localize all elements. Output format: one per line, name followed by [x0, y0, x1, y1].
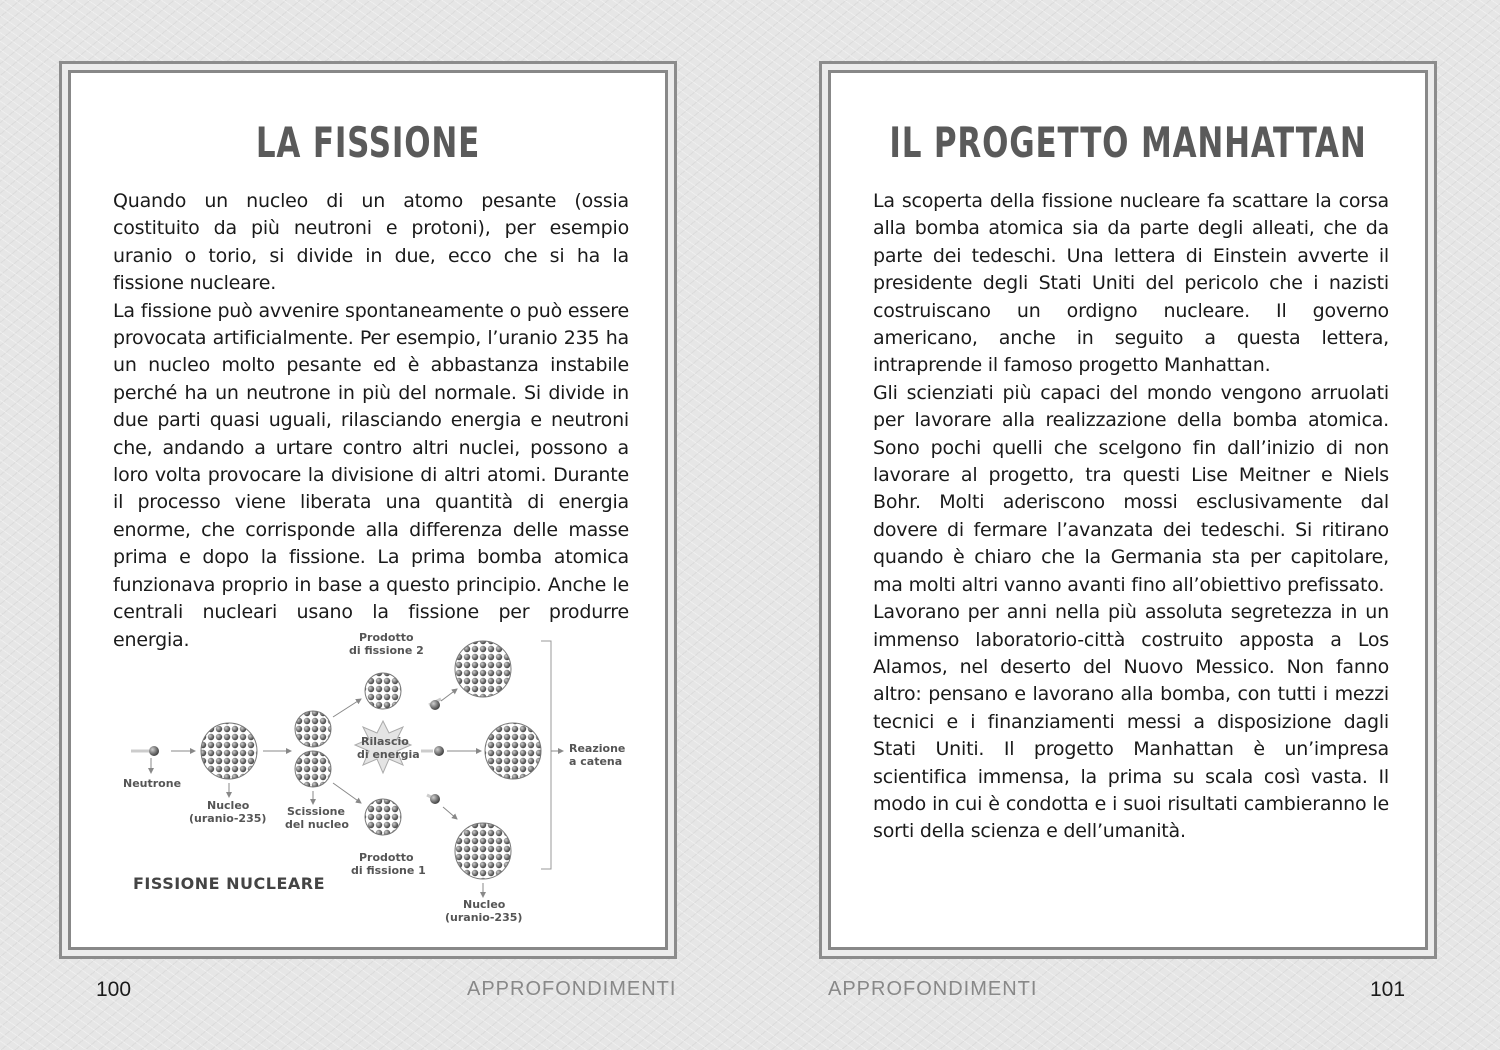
fission-diagram: [111, 621, 631, 941]
body-text-right: [873, 188, 1389, 846]
energy-label-sub: di energia: [357, 748, 420, 761]
body-text-left: [113, 188, 629, 654]
diagram-title: FISSIONE NUCLEARE: [133, 874, 326, 893]
chain-nucleus-middle: [485, 723, 541, 779]
page-number-left: 100: [96, 978, 132, 1001]
paragraph: Lavorano per anni nella più assoluta segretezza in un immenso laboratorio-città costruito apposta a Los Alamos, nel deserto del Nuovo Messico. Non fanno altro: pensano e lavorano alla bomba, con tutti i mezzi tecnici e i finanziamenti messi a disposizione dagli Stati Uniti. Il progetto Manhattan è un’impresa scientifica immensa, la prima su scala così vasta. Il modo in cui è condotta e i suoi risultati cambieranno le sorti della scienza e dell’umanità.: [873, 601, 1389, 843]
section-label-right: APPROFONDIMENTI: [828, 978, 1038, 1000]
product2-label-sub: di fissione 2: [349, 644, 424, 657]
left-page-frame: [68, 70, 668, 950]
bottom-nucleus-label-sub: (uranio-235): [445, 911, 523, 924]
paragraph: Quando un nucleo di un atomo pesante (ossia costituito da più neutroni e protoni), per esempio uranio o torio, si divide in due, ecco che si ha la fissione nucleare.: [113, 190, 629, 295]
energy-label: Rilascio: [361, 735, 409, 748]
page-title-right: IL PROGETTO MANHATTAN: [889, 118, 1367, 167]
neutron-label: Neutrone: [123, 777, 182, 790]
chain-nucleus-top: [455, 641, 511, 697]
chain-nucleus-bottom: [455, 823, 511, 879]
page-title-left: LA FISSIONE: [255, 118, 481, 167]
product1-label: Prodotto: [359, 851, 414, 864]
split-nucleus-bottom: [295, 751, 331, 787]
uranium-nucleus: [201, 723, 257, 779]
right-page-frame: [828, 70, 1428, 950]
split-nucleus-top: [295, 711, 331, 747]
chain-label-sub: a catena: [569, 755, 623, 768]
split-label: Scissione: [287, 805, 345, 818]
paragraph: Gli scienziati più capaci del mondo vengono arruolati per lavorare alla realizzazione della bomba atomica. Sono pochi quelli che scelgono fin dall’inizio di non lavorare al progetto, tra questi Lise Meitner e Niels Bohr. Molti aderiscono mossi esclusivamente dal dovere di fermare l’avanzata dei tedeschi. Si ritirano quando è chiaro che la Germania sta per capitolare, ma molti altri vanno avanti fino all’obiettivo prefissato.: [873, 381, 1389, 596]
fission-product-1: [365, 799, 401, 835]
chain-label: Reazione: [569, 742, 626, 755]
neutron-ball: [149, 746, 159, 756]
page-number-right: 101: [1370, 978, 1406, 1001]
nucleus-label-sub: (uranio-235): [189, 812, 267, 825]
fission-product-2: [365, 673, 401, 709]
product2-label: Prodotto: [359, 631, 414, 644]
paragraph: La fissione può avvenire spontaneamente o può essere provocata artificialmente. Per esempio, l’uranio 235 ha un nucleo molto pesante ed è abbastanza instabile perché ha un neutrone in più del normale. Si divide in due parti quasi uguali, rilasciando energia e neutroni che, andando a urtare contro altri nuclei, possono a loro volta provocare la divisione di altri atomi. Durante il processo viene liberata una quantità di energia enorme, che corrisponde alla differenza delle masse prima e dopo la fissione. La prima bomba atomica funzionava proprio in base a questo principio. Anche le centrali nucleari usano la fissione per produrre energia.: [113, 299, 629, 651]
section-label-left: APPROFONDIMENTI: [467, 978, 677, 1000]
bottom-nucleus-label: Nucleo: [463, 898, 506, 911]
paragraph: La scoperta della fissione nucleare fa scattare la corsa alla bomba atomica sia da parte degli alleati, che da parte dei tedeschi. Una lettera di Einstein avverte il presidente degli Stati Uniti del pericolo che i nazisti costruiscano un ordigno nucleare. Il governo americano, anche in seguito a questa lettera, intraprende il famoso progetto Manhattan.: [873, 190, 1389, 377]
chain-bracket: [541, 641, 551, 869]
nucleus-label: Nucleo: [207, 799, 250, 812]
split-label-sub: del nucleo: [285, 818, 349, 831]
product1-label-sub: di fissione 1: [351, 864, 426, 877]
